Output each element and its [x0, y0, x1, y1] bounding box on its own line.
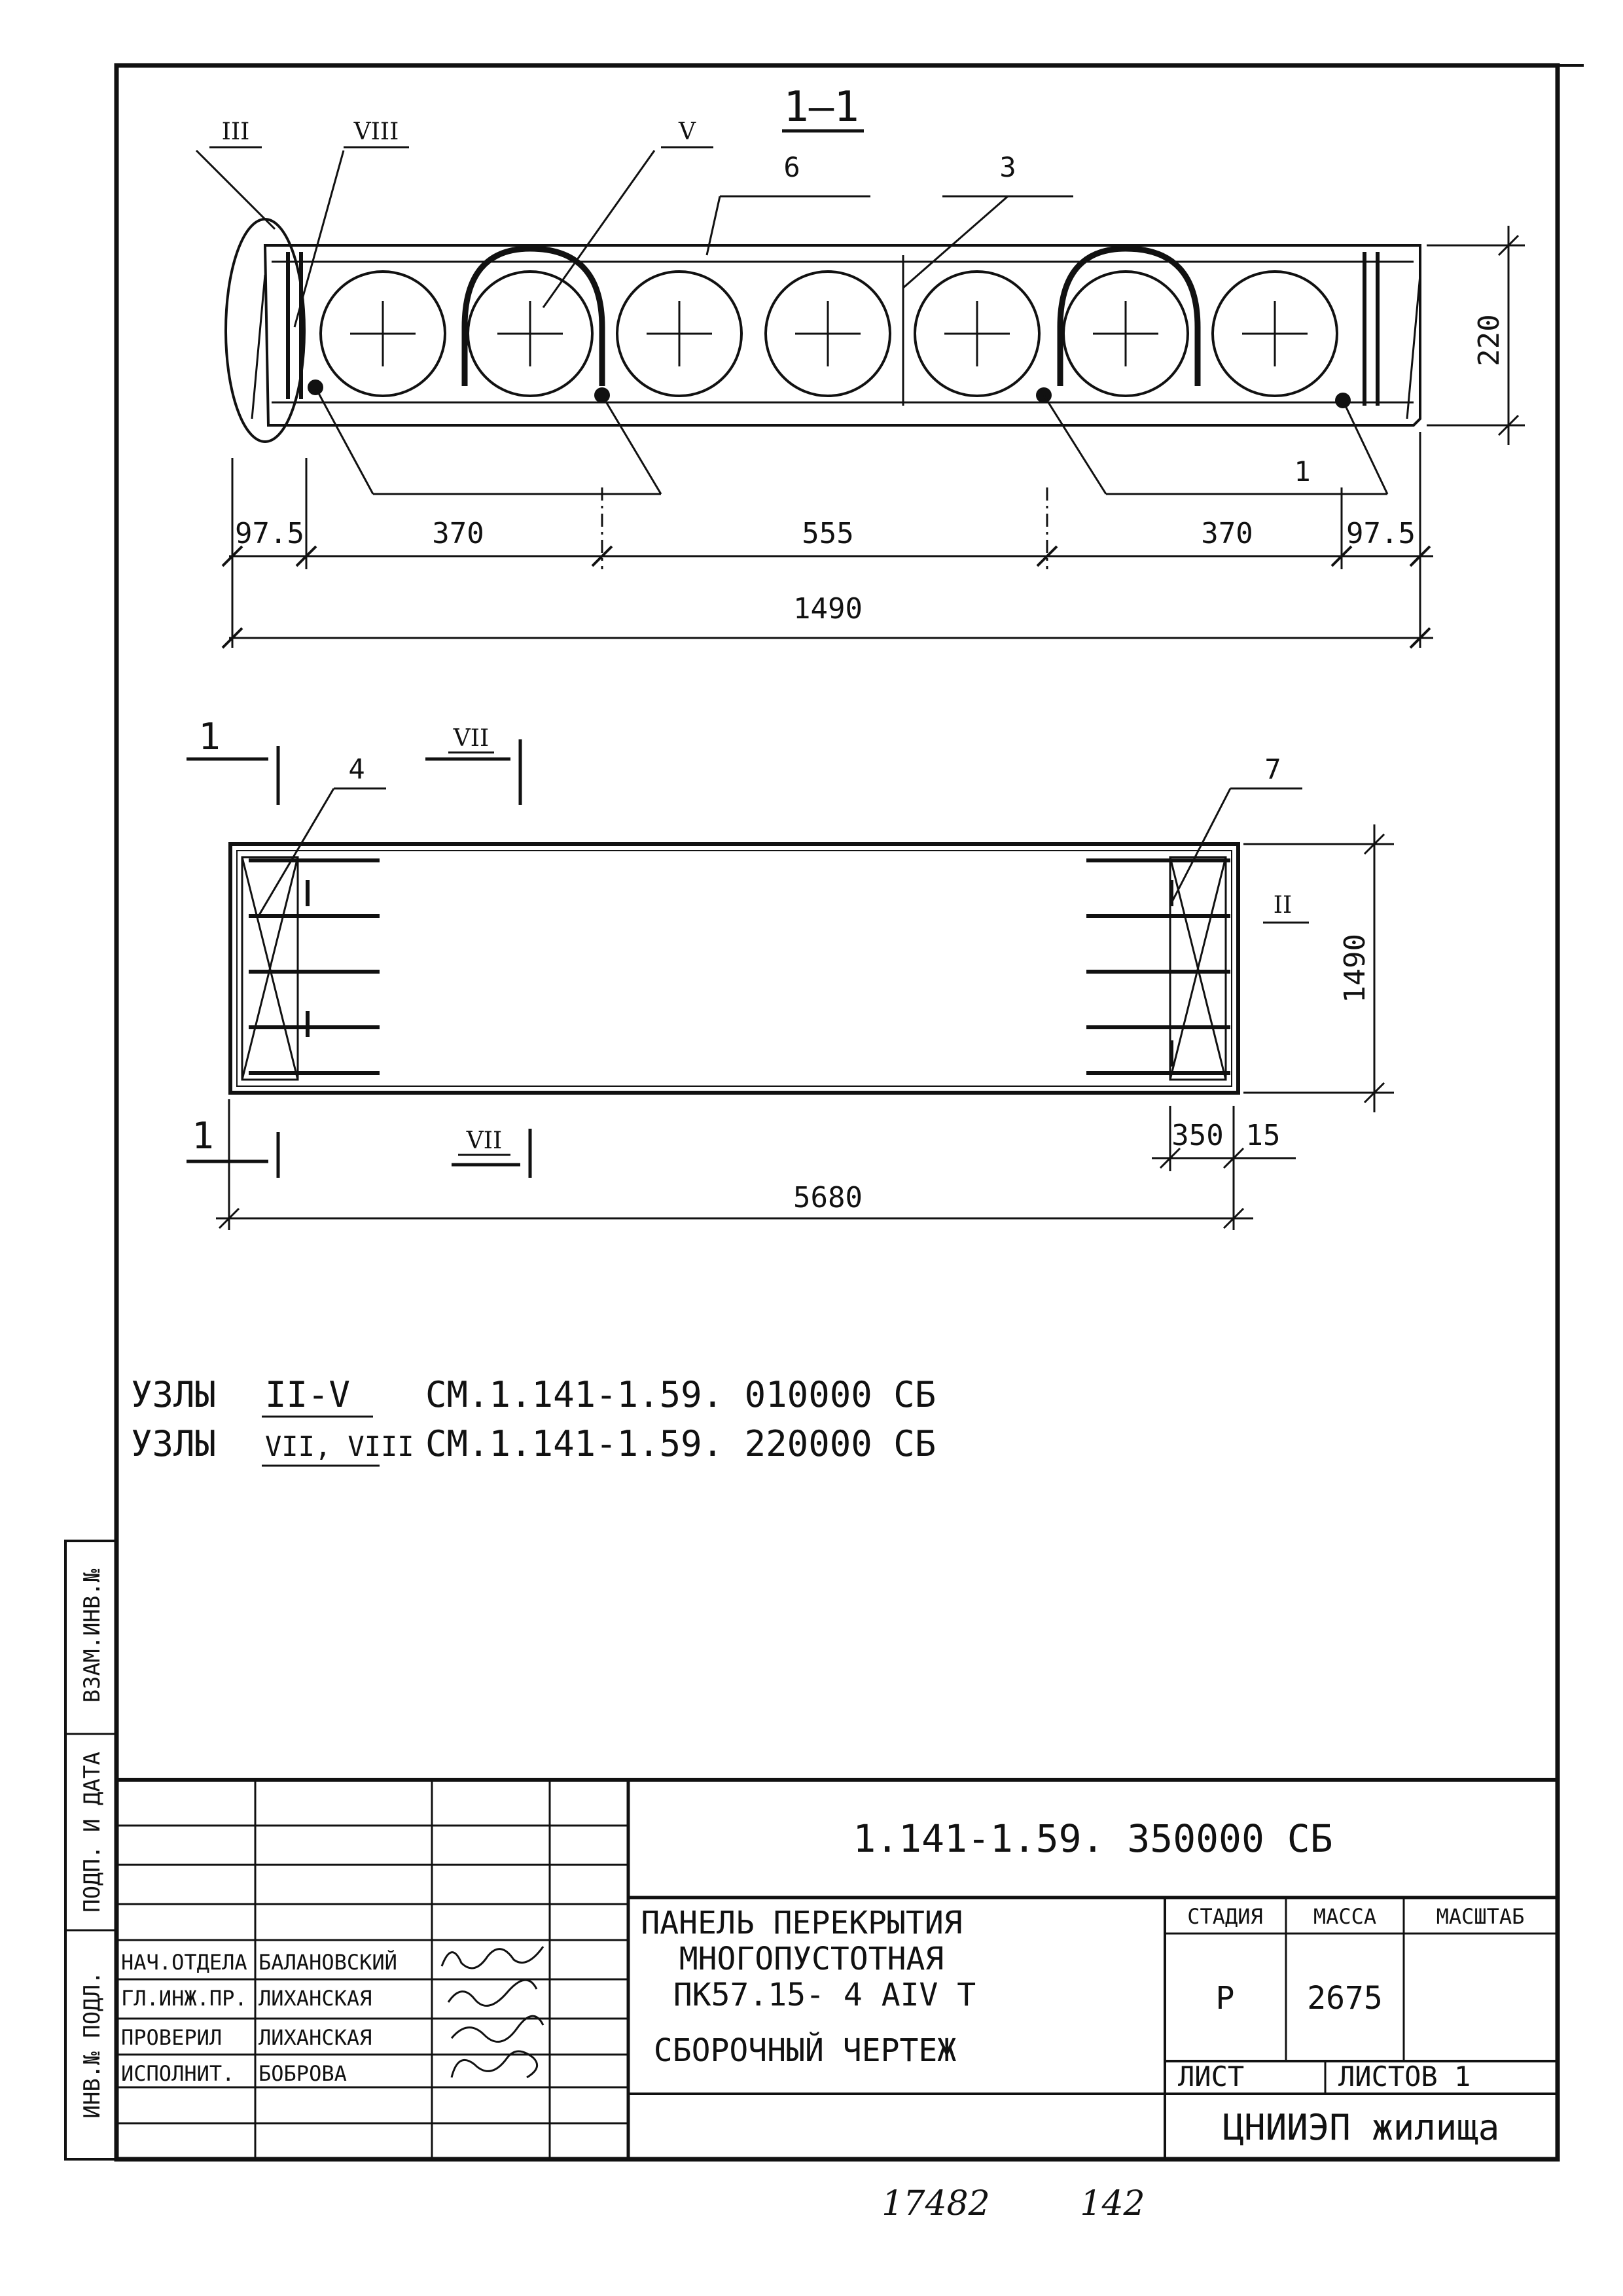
dim-97-5-right: 97.5	[1346, 517, 1416, 550]
node-VIII-label: VIII	[353, 118, 399, 145]
note-nodes: II-V	[265, 1374, 351, 1415]
note-label: УЗЛЫ	[131, 1423, 217, 1464]
sig-name: ЛИХАНСКАЯ	[259, 2025, 372, 2050]
node-VII-bottom: VII	[466, 1127, 503, 1154]
panel-plan-outline	[230, 844, 1238, 1093]
node-III-label: III	[221, 118, 250, 145]
section-marker-1-top: 1	[198, 716, 221, 758]
dim-height: 220	[1472, 314, 1506, 366]
dim-370-left: 370	[432, 517, 484, 550]
section-marker-1-bottom: 1	[192, 1115, 214, 1157]
sig-name: ЛИХАНСКАЯ	[259, 1986, 372, 2011]
node-II-label: II	[1273, 892, 1293, 919]
dim-width-1490: 1490	[1338, 934, 1372, 1003]
mass-value: 2675	[1307, 1980, 1383, 2017]
dim-total-1490: 1490	[793, 592, 863, 626]
section-voids	[321, 272, 1337, 396]
dim-350: 350	[1171, 1119, 1224, 1152]
sig-role: НАЧ.ОТДЕЛА	[121, 1950, 247, 1975]
sig-role: ПРОВЕРИЛ	[121, 2025, 223, 2050]
document-code: 1.141-1.59. 350000 СБ	[853, 1816, 1333, 1861]
callout-4: 4	[348, 753, 365, 785]
stamp-podp-data: ПОДП. И ДАТА	[79, 1752, 105, 1913]
callout-7: 7	[1264, 753, 1281, 785]
stage-header: СТАДИЯ	[1187, 1904, 1263, 1929]
dim-length-5680: 5680	[793, 1181, 863, 1214]
sheet-label: ЛИСТ	[1178, 2060, 1245, 2093]
callout-6: 6	[783, 151, 800, 183]
dim-370-right: 370	[1201, 517, 1253, 550]
stamp-vzam-inv: ВЗАМ.ИНВ.№	[79, 1568, 105, 1703]
scale-header: МАСШТАБ	[1436, 1904, 1525, 1929]
note-label: УЗЛЫ	[131, 1374, 217, 1415]
dim-15: 15	[1245, 1119, 1281, 1152]
sig-role: ИСПОЛНИТ.	[121, 2061, 235, 2086]
node-VII-top: VII	[453, 725, 490, 752]
dim-555: 555	[802, 517, 854, 550]
lifting-loop	[465, 249, 602, 386]
plan-view	[187, 716, 1394, 1230]
mass-header: МАССА	[1313, 1904, 1377, 1929]
signature-scribbles	[442, 1947, 543, 2077]
page-number: 142	[1080, 2184, 1145, 2223]
notes	[131, 1374, 936, 1466]
note-ref: СМ.1.141-1.59. 010000 СБ	[425, 1374, 936, 1415]
callout-1: 1	[1294, 455, 1311, 487]
signature-rows	[121, 1947, 543, 2086]
note-nodes: VII, VIII	[265, 1430, 414, 1462]
section-title: 1—1	[783, 83, 859, 132]
doc-name-line2: МНОГОПУСТОТНАЯ	[679, 1941, 944, 1977]
stamp-inv-podl: ИНВ.№ ПОДЛ.	[79, 1971, 105, 2119]
sheets-label: ЛИСТОВ 1	[1338, 2060, 1471, 2093]
dim-97-5-left: 97.5	[235, 517, 304, 550]
doc-name-line4: СБОРОЧНЫЙ ЧЕРТЕЖ	[653, 2032, 957, 2069]
archive-number: 17482	[882, 2184, 990, 2223]
section-1-1	[196, 83, 1525, 648]
organization: ЦНИИЭП жилища	[1222, 2107, 1500, 2148]
node-V-label: V	[679, 118, 696, 145]
note-ref: СМ.1.141-1.59. 220000 СБ	[425, 1423, 936, 1464]
sig-name: БОБРОВА	[259, 2061, 347, 2086]
sig-role: ГЛ.ИНЖ.ПР.	[121, 1986, 247, 2011]
doc-name-line1: ПАНЕЛЬ ПЕРЕКРЫТИЯ	[641, 1905, 963, 1941]
doc-name-line3: ПК57.15- 4 АIV Т	[673, 1977, 976, 2013]
stage-value: Р	[1215, 1980, 1235, 2017]
callout-3: 3	[999, 151, 1016, 183]
sig-name: БАЛАНОВСКИЙ	[259, 1950, 397, 1975]
lifting-loop	[1060, 249, 1198, 386]
